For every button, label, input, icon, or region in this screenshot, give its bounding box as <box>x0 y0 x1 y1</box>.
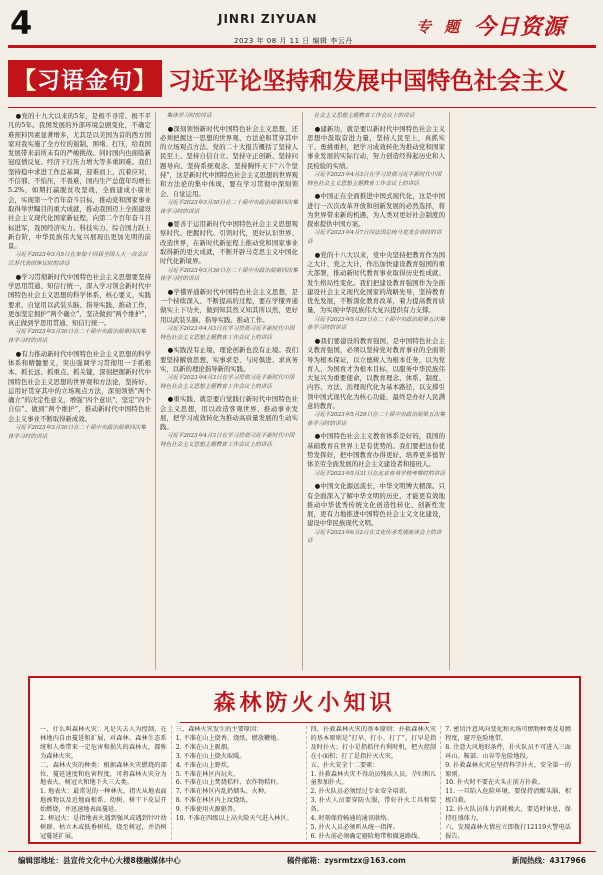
quote-source: 习近平2023年6月2日在文化传承发展座谈会上的讲话 <box>307 529 442 545</box>
quote-source: 习近平2023年4月3日在学习贯彻习近平新时代中国特色社会主义思想主题教育工作会议上的讲话 <box>160 326 295 341</box>
box-title: 森林防火小知识 <box>30 686 579 717</box>
article-column <box>8 112 155 670</box>
quote-source: 习近平2023年5月29日在二十届中央政治局第五次集体学习时的讲话 <box>307 412 445 427</box>
knowledge-item: 三、森林火灾发生的主要原因： <box>175 726 263 733</box>
quote-paragraph: ●要善于运用新时代中国特色社会主义思想观察时代、把握时代、引领时代，更好认识世界、改造世界，在新时代新征程上推动党和国家事业取得新的更大成就，不断开辟马克思主义中国化时代化新境界。 <box>160 220 298 266</box>
quote-paragraph: ●有力推动新时代中国特色社会主义思想的科学体系和精髓要义，突出强调学习贯彻用一手抓根本、抓长远、抓重点、抓关键，深刻把握新时代中国特色社会主义思想的世界观和方法论，坚持好、运用好贯穿其中的立场观点方法，深刻领悟“两个确立”的决定性意义，增强“四个意识”、坚定“四个自信”、做到“两个维护”，推动新时代中国特色社会主义事业不断取得新成效。 <box>8 349 151 423</box>
masthead-rule <box>8 45 596 48</box>
quote-paragraph: ●党的十九大以来的5年，是极不寻常、极不平凡的5年。我国发展的外部环境急剧变化，不确定难预料因素显著增多，尤其是以美国为首的西方国家对我实施了全方位的遏制、围堵、打压，给我国发展带来前所未有的严峻挑战。同时国内也面临新冠疫情反复、经济下行压力增大等多重困难。我们坚持稳中求进工作总基调，迎难而上，沉着应对，不信邪、不怕压，不畏难，国内生产总值年均增长5.2%，如期打赢脱贫攻坚战，全面建成小康社会，实现第一个百年奋斗目标，推动党和国家事业取得举世瞩目的重大成就，推动我国迈上全面建设社会主义现代化国家新征程，向第二个百年奋斗目标进军，我国经济实力、科技实力、综合国力跃上新台阶，中华民族伟大复兴展现出更加光明的前景。 <box>8 112 151 251</box>
masthead <box>8 6 596 48</box>
knowledge-item: 四、扑救森林火灾的基本原则：扑救森林火灾的基本原则是“打早、打小、打了”。打早是指及时扑火；打小是指抓住有利时机，把火控制在小面积；打了是指扑灭火灾。 <box>310 726 437 760</box>
knowledge-item: 3. 扑火人员要穿防火服，带好扑火工具和装备。 <box>310 797 437 814</box>
quote-source: 习近平2023年3月30日在二十届中央政治局第四次集体学习时的讲话 <box>160 267 298 283</box>
headline-tag-text: 习语金句 <box>37 67 133 94</box>
knowledge-item: 五、扑火安全十二要素： <box>310 761 379 769</box>
knowledge-item: 4. 不准在山上野炊。 <box>175 761 234 769</box>
quote-paragraph: ●我们要建设的教育强国，是中国特色社会主义教育强国，必须以坚持党对教育事业的全面领导为根本保证，以立德树人为根本任务，以为党育人、为国育才为根本目标，以服务中华民族伟大复兴为重要使命，以教育理念、体系、制度、内容、方法、治理现代化为基本路径，以支撑引领中国式现代化为核心功能，最终是办好人民满意的教育。 <box>307 336 445 410</box>
quote-paragraph: ●实践没有止境，理论创新也没有止境。我们要坚持解放思想、实事求是、与时俱进、求真务实，以新的理论指导新的实践。 <box>160 346 298 373</box>
knowledge-item: 4. 时刻保持畅通的通讯联络。 <box>310 815 393 823</box>
page-number: 4 <box>10 4 33 42</box>
knowledge-item: 11. 一旦陷入危险环境，要保持清醒头脑，积极自救。 <box>445 788 571 805</box>
quote-source: 习近平2023年4月3日在学习贯彻习近平新时代中国特色社会主义思想主题教育工作会议上的讲话 <box>160 375 295 390</box>
bracket-open: 【 <box>13 67 37 94</box>
quote-source: 习近平2023年3月30日在二十届中央政治局第四次集体学习时的讲话 <box>160 199 298 215</box>
quote-paragraph: ●学懂弄通新时代中国特色社会主义思想，是一个持续深入、不断提高的过程，要在学懂弄通做实上下功夫，做到知其然又知其所以然，更好用以武装头脑、指导实践、推动工作。 <box>160 287 298 324</box>
quote-source: 习近平2023年4月7日同法国总统马克龙会谈时的讲话 <box>307 230 442 246</box>
knowledge-item: 6. 不准在山上焚烧秸秆、农作物秸秆。 <box>175 779 283 787</box>
quote-paragraph: ●党的十八大以来，党中央坚持把教育作为国之大计、党之大计，作出加快建设教育强国的重大部署，推动新时代教育事业取得历史性成就、发生格局性变化。我们把建设教育强国作为全面建设社会主义现代化国家的战略先导，坚持教育优先发展，不断深化教育改革，着力提高教育质量，为实现中华民族伟大复兴提供有力支撑。 <box>307 250 445 315</box>
quote-paragraph: ●中国正在全面推进中国式现代化，这是中国进行一次次改革开放和创新发展的必然选择，将为世界带来新的机遇，为人类对更好社会制度的探索提供中国方案。 <box>307 192 445 229</box>
article-columns <box>8 112 596 670</box>
knowledge-item: 1. 不准在山上烧香、烧纸、燃放鞭炮。 <box>175 734 283 742</box>
box-column <box>306 726 441 840</box>
knowledge-item: 一、什么叫森林火灾：凡是失去人为控制，在林地内自由蔓延和扩展，对森林、森林生态系统和人类带来一定危害和损失的森林火，都称为森林火灾。 <box>40 726 167 760</box>
paper-pinyin: JINRI ZIYUAN <box>218 12 318 26</box>
knowledge-item: 7. 密切注意风向变化和火场可燃物种类及易燃程度，避开危险地带。 <box>445 726 571 742</box>
knowledge-item: 5. 扑火人员必须听从统一指挥。 <box>310 823 399 831</box>
headline-title: 习近平论坚持和发展中国特色社会主义 <box>168 66 568 95</box>
forest-fire-knowledge-box <box>28 676 581 844</box>
quote-paragraph: ●重实践，就是要自觉践行新时代中国特色社会主义思想，用以改造客观世界、推动事业发展，把学习成效转化为推动高质量发展的生动实践。 <box>160 395 298 432</box>
knowledge-item: 6. 扑火前必须确定避险地带和撤退路线。 <box>310 832 424 840</box>
quote-source: 习近平2023年4月3日在学习贯彻习近平新时代中国特色社会主义思想主题教育工作会议上的讲话 <box>307 172 442 187</box>
quote-source: 习近平2023年5月29日在二十届中央政治局第五次集体学习时的讲话 <box>307 316 445 332</box>
footer <box>8 851 596 868</box>
bracket-close: 】 <box>133 67 157 94</box>
quote-paragraph: ●学习贯彻新时代中国特色社会主义思想要坚持学思用贯通、知信行统一，深入学习领会新时代中国特色社会主义思想的科学体系、核心要义、实践要求，自觉用以武装头脑、指导实践、推动工作，更加坚定拥护“两个确立”、坚决做到“两个维护”，真正做到学思用贯通、知信行统一。 <box>8 272 151 328</box>
headline-tag <box>8 60 162 97</box>
knowledge-item: 1. 扑救森林火灾不得动员残疾人员、孕妇和儿童参加扑火。 <box>310 770 437 787</box>
quote-source: 习近平2023年5月31日在北京育英学校考察时的讲话 <box>313 470 445 477</box>
footer-address: 编辑部地址：县宣传文化中心大楼8楼融媒体中心 <box>18 855 181 865</box>
knowledge-item: 2. 扑火队员必须经过专业安全培训。 <box>310 788 412 796</box>
article-column <box>449 112 596 670</box>
knowledge-item: 3. 不准在山上烧火取暖。 <box>175 752 246 760</box>
box-column <box>440 726 575 840</box>
section-label: 专 题 <box>416 18 464 36</box>
knowledge-item: 9. 不准使用火源驱兽。 <box>175 806 240 814</box>
knowledge-item: 二、森林火灾的种类：根据森林火灾燃烧的部位、蔓延速度和危害程度，可将森林火灾分为地表火、树冠火和地下火三大类。 <box>40 761 167 787</box>
quote-paragraph: ●中国文化源远流长，中华文明博大精深。只有全面深入了解中华文明的历史，才能更有效地推动中华优秀传统文化创造性转化、创新性发展，更有力地推进中国特色社会主义文化建设，建设中华民族现代文明。 <box>307 482 445 528</box>
date-editor-line: 2023 年 08 月 11 日 编辑 李云丹 <box>234 37 353 45</box>
quote-source: 习近平2023年3月5日在参加十四届全国人大一次会议江苏代表团审议时的讲话 <box>8 252 148 268</box>
knowledge-item: 5. 不准在林区内玩火。 <box>175 770 240 778</box>
quote-source: 社会主义思想主题教育工作会议上的讲话 <box>313 113 415 119</box>
newspaper-page <box>8 6 596 868</box>
paper-logo: 今日资源 <box>474 14 567 40</box>
article-column <box>155 112 302 670</box>
knowledge-item: 9. 扑救森林火灾应坚持科学扑火、安全第一的原则。 <box>445 761 571 778</box>
footer-hotline: 新闻热线：4317966 <box>511 855 586 865</box>
article-column <box>302 112 449 670</box>
box-columns <box>36 726 575 840</box>
knowledge-item: 8. 不准在林区内上坟烧纸。 <box>175 797 252 805</box>
quote-source: 习近平2023年3月30日在二十届中央政治局第四次集体学习时的讲话 <box>8 329 146 345</box>
box-column <box>36 726 171 840</box>
quote-source: 习近平2023年3月30日在二十届中央政治局第四次集体学习时的讲话 <box>8 424 146 440</box>
knowledge-item: 2. 树冠火：是指地表火遇到强风或遇到针叶幼树群、枯立木或低垂树枝，烧至树冠，并沿树冠蔓延扩展。 <box>40 815 167 840</box>
knowledge-item: 10. 扑火时不要在火头正前方扑救。 <box>445 779 544 787</box>
quote-source: 集体学习时的讲话 <box>166 113 212 119</box>
knowledge-item: 2. 不准在山上吸烟。 <box>175 743 234 751</box>
footer-email: 稿件邮箱：zysrmtzx@163.com <box>286 855 406 865</box>
knowledge-item: 7. 不准在林区内乱扔烟头、火种。 <box>175 788 271 796</box>
quote-paragraph: ●深刻领悟新时代中国特色社会主义思想，还必须把握这一思想的世界观、方法论和贯穿其中的立场观点方法。党的二十大报告概括了坚持人民至上、坚持自信自立、坚持守正创新、坚持问题导向、坚持系统观念、坚持胸怀天下“六个坚持”，这是新时代中国特色社会主义思想的世界观和方法论的集中体现，要在学习贯彻中深刻领会、自觉运用。 <box>160 124 298 198</box>
quote-source: 习近平2023年4月3日在学习贯彻习近平新时代中国特色社会主义思想主题教育工作会议上的讲话 <box>160 433 295 449</box>
knowledge-item: 六、发现森林火情应立即拨打12119火警电话报告。 <box>445 823 571 840</box>
knowledge-item: 8. 注意大风地形条件，扑火队员不可进入三面环山、鞍部、山谷等危险地段。 <box>445 743 571 760</box>
quote-paragraph: ●建新功，就是要以新时代中国特色社会主义思想中汲取奋进力量，坚持人民至上，真抓实干、勇挑重担，把学习成效转化为推动党和国家事业发展的实际行动，努力创造经得起历史和人民检验的实绩。 <box>307 124 445 170</box>
knowledge-item: 10. 不准在四级以上高火险天气进入林区。 <box>175 815 293 823</box>
quote-paragraph: ●中国特色社会主义教育体系是好的，我国的基础教育在世界上是有优势的。我们要把这份优势发挥好，把中国教育办得更好，培养更多德智体美劳全面发展的社会主义建设者和接班人。 <box>307 432 445 469</box>
box-column <box>171 726 306 840</box>
knowledge-item: 12. 扑火队员体力消耗极大，要适时休息，保持旺盛体力。 <box>445 806 571 823</box>
headline-rule <box>8 107 596 108</box>
headline <box>8 56 596 100</box>
knowledge-item: 1. 地表火：最常见的一种林火，指火从地表面地被物以及近地面根系、幼树、树干下皮层开始燃烧，并迅速地表面蔓延。 <box>40 788 167 814</box>
